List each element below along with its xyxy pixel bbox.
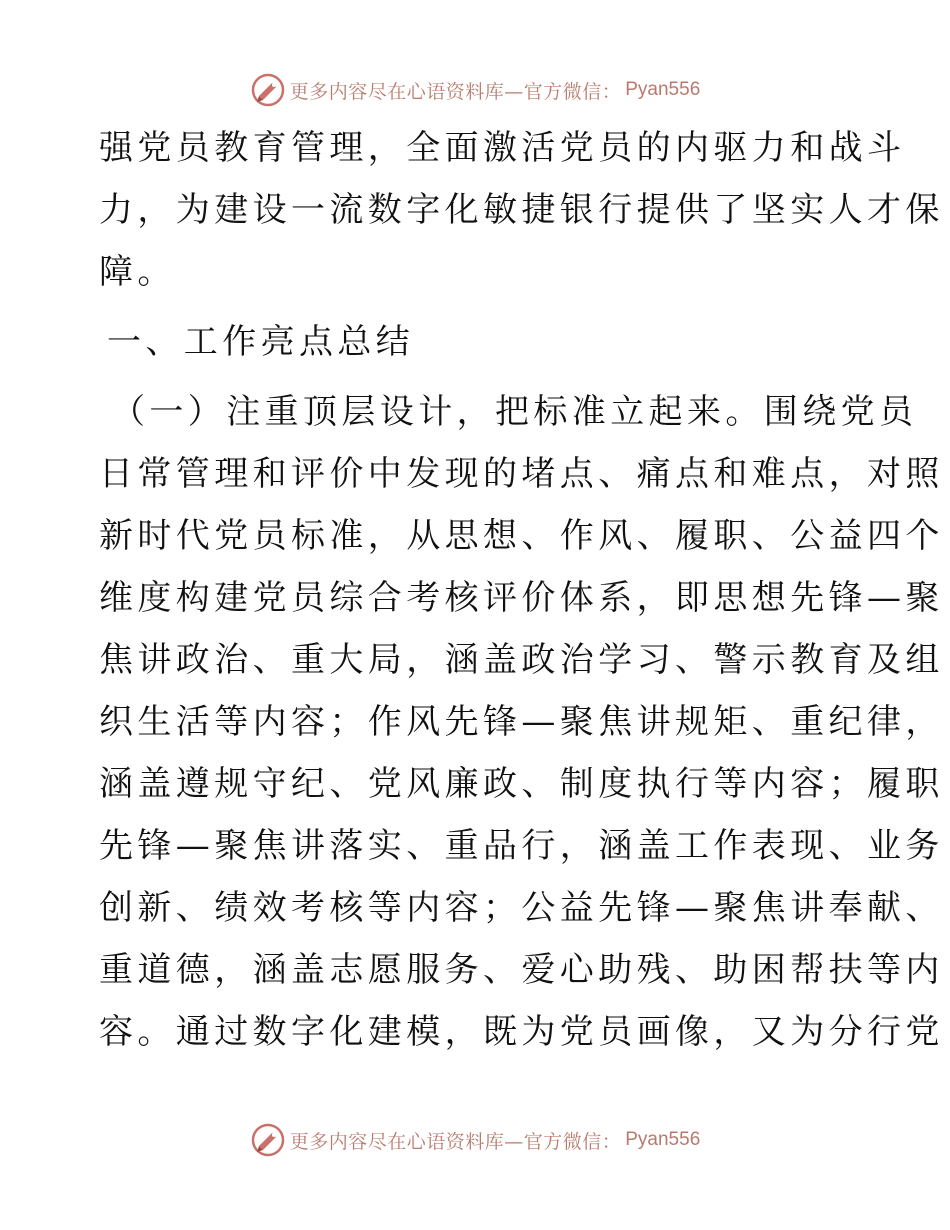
text-line: 先锋—聚焦讲落实、重品行，涵盖工作表现、业务 (99, 826, 944, 866)
section-heading: 一、工作亮点总结 (107, 322, 415, 362)
text-line: 焦讲政治、重大局，涵盖政治学习、警示教育及组 (99, 640, 944, 680)
text-line: 织生活等内容；作风先锋—聚焦讲规矩、重纪律， (99, 702, 944, 742)
text-line: 容。通过数字化建模，既为党员画像，又为分行党 (99, 1012, 944, 1052)
text-line: （一）注重顶层设计，把标准立起来。围绕党员 (111, 392, 918, 432)
watermark-text: 更多内容尽在心语资料库—官方微信： (289, 80, 622, 103)
pen-logo-icon (250, 1122, 286, 1158)
text-line: 创新、绩效考核等内容；公益先锋—聚焦讲奉献、 (99, 888, 944, 928)
header-watermark (0, 70, 950, 110)
text-line: 强党员教育管理，全面激活党员的内驱力和战斗 (99, 128, 906, 168)
text-line: 新时代党员标准，从思想、作风、履职、公益四个 (99, 516, 944, 556)
footer-watermark (0, 1120, 950, 1160)
paragraph-intro (99, 117, 944, 303)
text-line: 涵盖遵规守纪、党风廉政、制度执行等内容；履职 (99, 764, 944, 804)
watermark-wechat-id: Pyan556 (625, 79, 701, 100)
text-line: 障。 (99, 252, 176, 292)
watermark-wechat-id: Pyan556 (625, 1129, 701, 1150)
document-body (99, 117, 944, 1063)
text-line: 维度构建党员综合考核评价体系，即思想先锋—聚 (99, 578, 944, 618)
watermark-text: 更多内容尽在心语资料库—官方微信： (289, 1130, 622, 1153)
paragraph-highlights (99, 381, 944, 1063)
pen-logo-icon (250, 72, 286, 108)
text-line: 重道德，涵盖志愿服务、爱心助残、助困帮扶等内 (99, 950, 944, 990)
text-line: 日常管理和评价中发现的堵点、痛点和难点，对照 (99, 454, 944, 494)
text-line: 力，为建设一流数字化敏捷银行提供了坚实人才保 (99, 190, 944, 230)
